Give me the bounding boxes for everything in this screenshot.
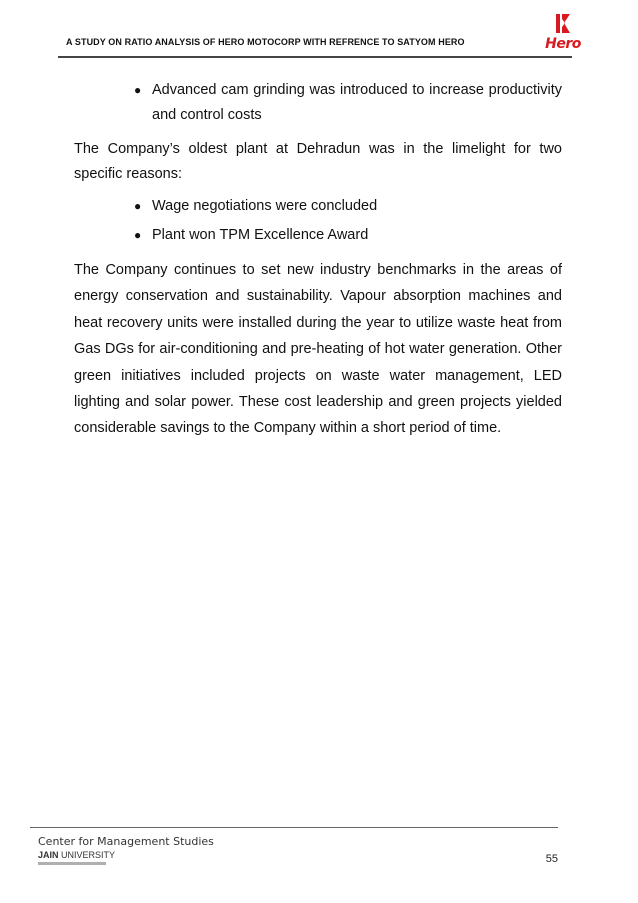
list-item-text: Advanced cam grinding was introduced to increase productivity and control costs [152, 82, 562, 123]
hero-logo-text: Hero [545, 36, 581, 52]
bullet-icon: ● [134, 199, 142, 213]
hero-logo-mark-icon [538, 12, 588, 36]
university-prefix: JAIN [38, 850, 59, 860]
list-item [74, 194, 562, 219]
list-item [74, 78, 562, 128]
list-item-text: Wage negotiations were concluded [152, 198, 378, 214]
hero-logo [538, 12, 588, 52]
paragraph-benchmarks: The Company continues to set new industry benchmarks in the areas of energy conservation and sustainability. Vapour absorption machines and heat recovery units were installed during the year to utilize waste heat from Gas DGs for air-conditioning and pre-heating of hot water generation. Other green initiatives included projects on waste water management, LED lighting and solar power. These cost leadership and green projects yielded considerable savings to the Company within a short period of time. [74, 262, 562, 437]
footer-center-name: Center for Management Studies [38, 835, 214, 848]
page-content [74, 78, 562, 442]
header-divider [58, 56, 572, 58]
list-item-text: Plant won TPM Excellence Award [152, 227, 369, 243]
running-header-title: A STUDY ON RATIO ANALYSIS OF HERO MOTOCORP WITH REFRENCE TO SATYOM HERO [66, 37, 465, 47]
footer-university-logo [38, 850, 115, 860]
page-number: 55 [545, 853, 558, 865]
bullet-icon: ● [134, 83, 142, 97]
bullet-list-reasons [74, 194, 562, 248]
paragraph-dehradun: The Company’s oldest plant at Dehradun was in the limelight for two specific reasons: [74, 141, 562, 182]
footer-divider [30, 827, 558, 828]
bullet-list-cam [74, 78, 562, 128]
footer-tagline-mark [38, 862, 106, 865]
bullet-icon: ● [134, 228, 142, 242]
university-suffix: UNIVERSITY [58, 850, 116, 860]
list-item [74, 223, 562, 248]
